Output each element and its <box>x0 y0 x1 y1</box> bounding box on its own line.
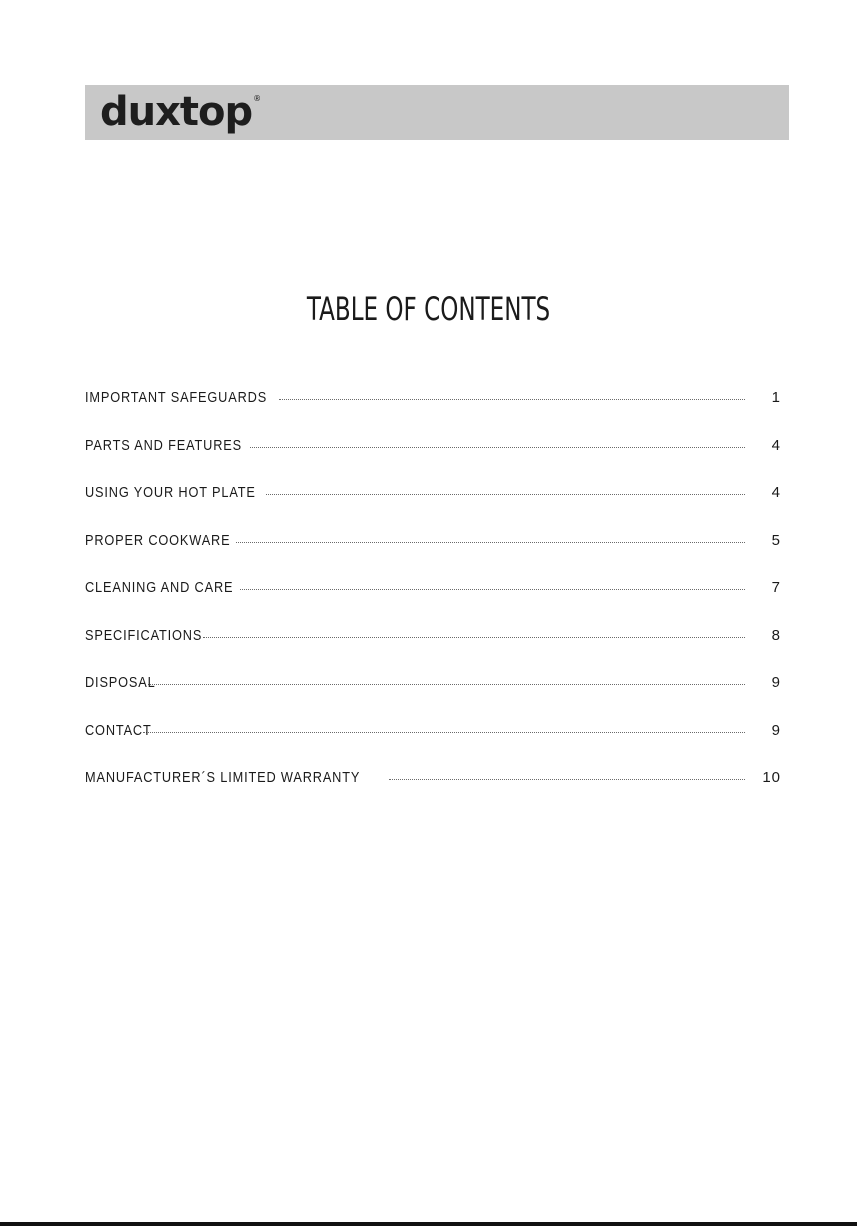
toc-entry[interactable] <box>85 754 781 802</box>
toc-entry-page: 7 <box>771 579 781 597</box>
header-band <box>85 85 789 140</box>
toc-entry[interactable] <box>85 422 781 470</box>
toc-entry[interactable] <box>85 517 781 565</box>
registered-mark: ® <box>253 94 262 103</box>
dot-leader <box>240 589 745 590</box>
toc-entry-label: CONTACT <box>85 721 152 739</box>
toc-entry-page: 8 <box>771 626 781 644</box>
toc-entry-page: 4 <box>771 436 781 454</box>
toc-entry-label: MANUFACTURER´S LIMITED WARRANTY <box>85 769 361 787</box>
toc-entry-label: USING YOUR HOT PLATE <box>85 484 256 502</box>
toc-entry[interactable] <box>85 659 781 707</box>
toc-entry-page: 1 <box>771 389 781 407</box>
logo-text: duxtop <box>100 89 253 135</box>
page-title: TABLE OF CONTENTS <box>306 290 551 328</box>
dot-leader <box>250 447 745 448</box>
dot-leader <box>236 542 745 543</box>
toc-entry-page: 4 <box>771 484 781 502</box>
table-of-contents <box>85 374 781 802</box>
toc-entry[interactable] <box>85 564 781 612</box>
dot-leader <box>266 494 745 495</box>
toc-entry-page: 9 <box>771 674 781 692</box>
toc-entry-page: 10 <box>762 769 781 787</box>
dot-leader <box>389 779 745 780</box>
toc-entry-label: CLEANING AND CARE <box>85 579 234 597</box>
toc-entry[interactable] <box>85 707 781 755</box>
dot-leader <box>143 732 745 733</box>
toc-entry[interactable] <box>85 469 781 517</box>
toc-entry-label: PARTS AND FEATURES <box>85 436 242 454</box>
dot-leader <box>203 637 745 638</box>
toc-entry[interactable] <box>85 612 781 660</box>
toc-entry-label: PROPER COOKWARE <box>85 531 231 549</box>
toc-entry-label: IMPORTANT SAFEGUARDS <box>85 389 268 407</box>
bottom-rule <box>0 1222 857 1226</box>
toc-entry-label: DISPOSAL <box>85 674 156 692</box>
toc-entry-page: 5 <box>771 531 781 549</box>
dot-leader <box>148 684 745 685</box>
toc-entry-page: 9 <box>771 721 781 739</box>
toc-entry[interactable] <box>85 374 781 422</box>
dot-leader <box>279 399 745 400</box>
duxtop-logo <box>100 88 261 136</box>
toc-entry-label: SPECIFICATIONS <box>85 626 203 644</box>
